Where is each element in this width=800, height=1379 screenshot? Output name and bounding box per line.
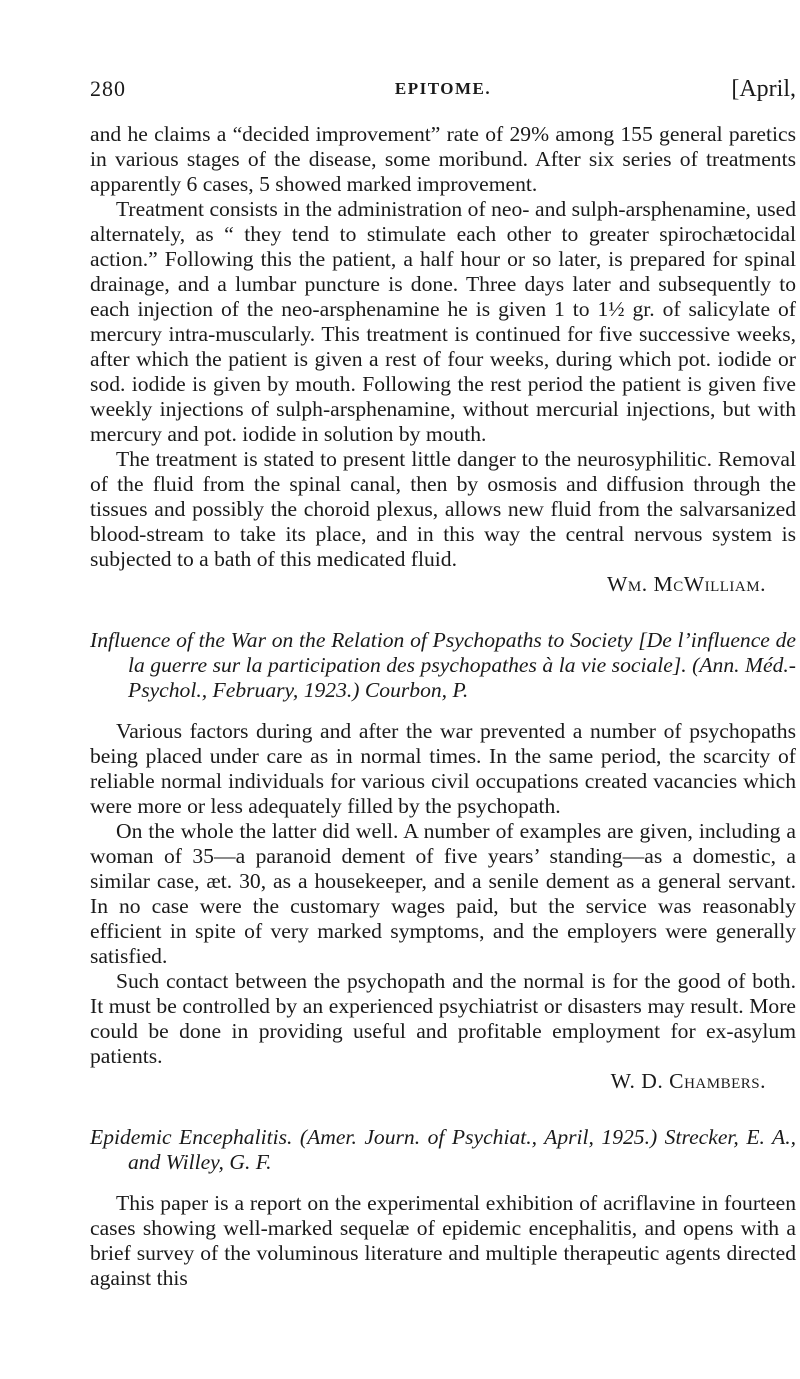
paragraph: This paper is a report on the experimental exhibition of acriflavine in fourteen cases showing well-marked sequelæ of epidemic encephalitis, and opens with a brief survey of the voluminous literature and multiple therapeutic agents directed against this xyxy=(90,1191,796,1290)
page-header xyxy=(90,74,796,104)
continued-abstract xyxy=(90,122,796,597)
journal-page xyxy=(90,0,796,1291)
article-title: Epidemic Encephalitis. (Amer. Journ. of Psychiat., April, 1925.) Strecker, E. A., and Willey, G. F. xyxy=(90,1125,796,1174)
abstract-epidemic-encephalitis xyxy=(90,1125,796,1291)
paragraph: Treatment consists in the administration of neo- and sulph-arsphenamine, used alternately, as “ they tend to stimulate each other to greater spirochætocidal action.” Following this the patient, a half hour or so later, is prepared for spinal drainage, and a lumbar puncture is done. Three days later and subsequently to each injection of the neo-arsphenamine he is given 1 to 1½ gr. of salicylate of mercury intra-muscularly. This treatment is continued for five successive weeks, after which the patient is given a rest of four weeks, during which pot. iodide or sod. iodide is given by mouth. Following the rest period the patient is given five weekly injections of sulph-arsphenamine, without mercurial injections, but with mercury and pot. iodide in solution by mouth. xyxy=(90,197,796,446)
page-number: 280 xyxy=(90,76,126,101)
abstract-influence-of-war xyxy=(90,628,796,1094)
paragraph: Such contact between the psychopath and the normal is for the good of both. It must be controlled by an experienced psychiatrist or disasters may result. More could be done in providing useful and profitable employment for ex-asylum patients. xyxy=(90,969,796,1068)
author-signature: Wm. McWilliam. xyxy=(607,572,766,596)
header-month: [April, xyxy=(731,76,796,102)
paragraph: and he claims a “decided improvement” rate of 29% among 155 general paretics in various stages of the disease, some moribund. After six series of treatments apparently 6 cases, 5 showed marked improvement. xyxy=(90,122,796,196)
running-title: EPITOME. xyxy=(394,79,492,98)
paragraph: The treatment is stated to present little danger to the neurosyphilitic. Removal of the fluid from the spinal canal, then by osmosis and diffusion through the tissues and possibly the choroid plexus, allows new fluid from the salvarsanized blood-stream to take its place, and in this way the central nervous system is subjected to a bath of this medicated fluid. xyxy=(90,447,796,571)
paragraph: On the whole the latter did well. A number of examples are given, including a woman of 35—a paranoid dement of five years’ standing—as a domestic, a similar case, æt. 30, as a housekeeper, and a senile dement as a general servant. In no case were the customary wages paid, but the service was reasonably efficient in spite of very marked symptoms, and the employers were generally satisfied. xyxy=(90,819,796,968)
author-signature: W. D. Chambers. xyxy=(610,1069,766,1093)
paragraph: Various factors during and after the war prevented a number of psychopaths being placed under care as in normal times. In the same period, the scarcity of reliable normal individuals for various civil occupations created vacancies which were more or less adequately filled by the psychopath. xyxy=(90,719,796,818)
article-title: Influence of the War on the Relation of Psychopaths to Society [De l’influence de la guerre sur la participation des psychopathes à la vie sociale]. (Ann. Méd.-Psychol., February, 1923.) Courbon, P. xyxy=(90,628,796,702)
